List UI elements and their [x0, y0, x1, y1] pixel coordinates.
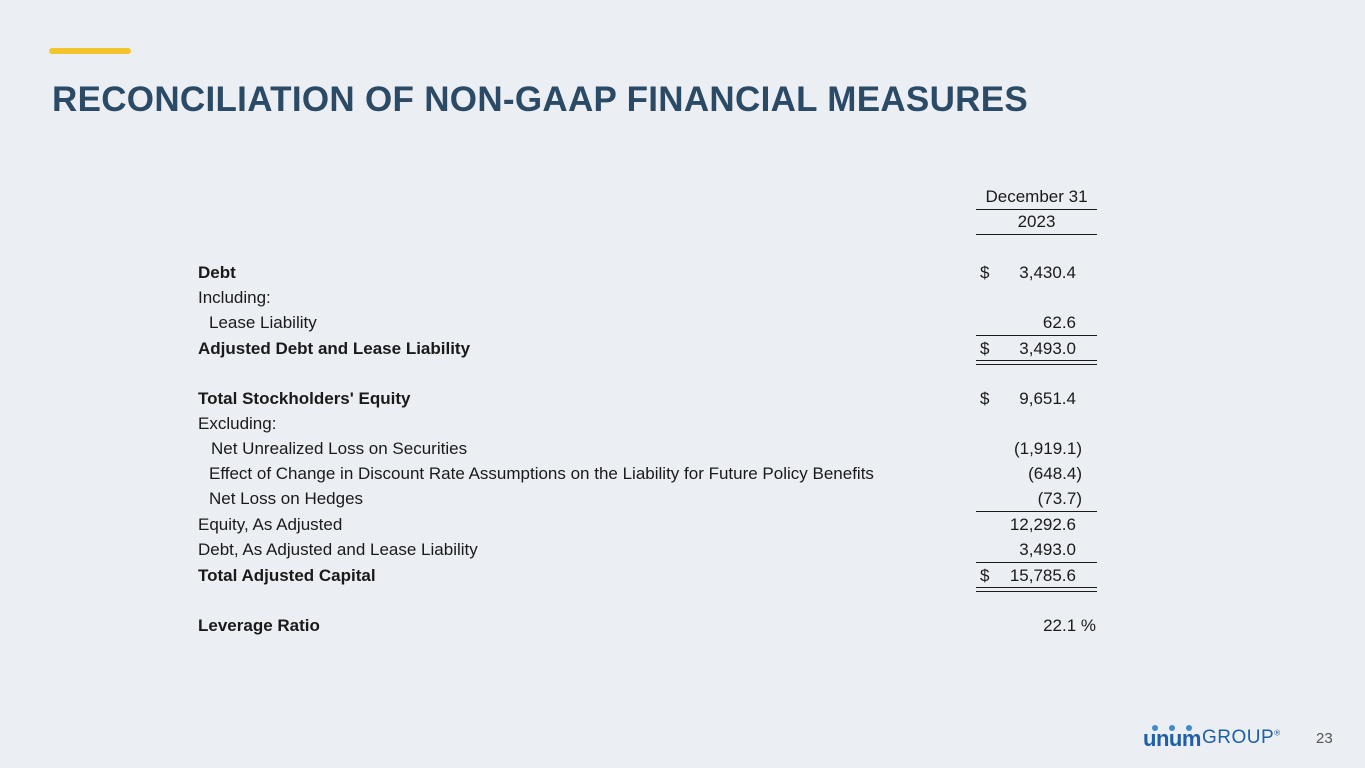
- row-label: Effect of Change in Discount Rate Assumptions on the Liability for Future Policy Benefits: [209, 464, 874, 483]
- logo-group-text: GROUP®: [1202, 727, 1281, 748]
- row-label: Lease Liability: [209, 313, 317, 332]
- currency-symbol: $: [980, 263, 990, 282]
- row-value: 3,493.0: [1019, 540, 1076, 559]
- row-value: 3,493.0: [1019, 339, 1076, 358]
- column-header-date: December 31: [985, 187, 1088, 206]
- row-label: Excluding:: [198, 414, 277, 433]
- table-row: [0, 563, 1365, 588]
- unum-group-logo: [1143, 718, 1288, 751]
- row-label: Total Stockholders' Equity: [198, 389, 411, 408]
- row-value: (648.4): [1028, 464, 1082, 483]
- currency-symbol: $: [980, 339, 990, 358]
- row-label: Debt: [198, 263, 236, 282]
- row-value: (73.7): [1037, 489, 1082, 508]
- total-double-rule: [976, 360, 1097, 365]
- table-row: [0, 386, 1365, 411]
- row-value: 62.6: [1042, 313, 1076, 332]
- row-label: Debt, As Adjusted and Lease Liability: [198, 540, 478, 559]
- column-header-year: 2023: [1017, 212, 1056, 231]
- row-label: Including:: [198, 288, 271, 307]
- row-value: 12,292.6: [1009, 515, 1076, 534]
- row-label: Net Unrealized Loss on Securities: [211, 439, 468, 458]
- table-row: [0, 436, 1365, 461]
- total-double-rule: [976, 587, 1097, 592]
- row-label: Equity, As Adjusted: [198, 515, 343, 534]
- table-row: [0, 486, 1365, 511]
- row-label: Adjusted Debt and Lease Liability: [198, 339, 471, 358]
- table-row: [0, 537, 1365, 562]
- table-row: [0, 411, 1365, 436]
- currency-symbol: $: [980, 566, 990, 585]
- logo-brand-text: unum: [1143, 726, 1201, 751]
- header-underline: [976, 209, 1097, 210]
- row-value: (1,919.1): [1013, 439, 1082, 458]
- table-row: [0, 285, 1365, 310]
- table-row: [0, 310, 1365, 335]
- table-row: [0, 260, 1365, 285]
- row-label: Total Adjusted Capital: [198, 566, 376, 585]
- row-value: 9,651.4: [1019, 389, 1076, 408]
- row-label: Net Loss on Hedges: [209, 489, 364, 508]
- page-number: 23: [1316, 730, 1333, 747]
- row-value: 15,785.6: [1009, 566, 1076, 585]
- currency-symbol: $: [980, 389, 990, 408]
- page-title: RECONCILIATION OF NON-GAAP FINANCIAL MEASURES: [52, 80, 1029, 119]
- table-row: [0, 461, 1365, 486]
- table-row: [0, 613, 1365, 638]
- row-label: Leverage Ratio: [198, 616, 320, 635]
- table-row: [0, 336, 1365, 361]
- row-value: 3,430.4: [1019, 263, 1076, 282]
- row-value: 22.1 %: [1043, 616, 1096, 635]
- table-row: [0, 512, 1365, 537]
- header-underline: [976, 234, 1097, 235]
